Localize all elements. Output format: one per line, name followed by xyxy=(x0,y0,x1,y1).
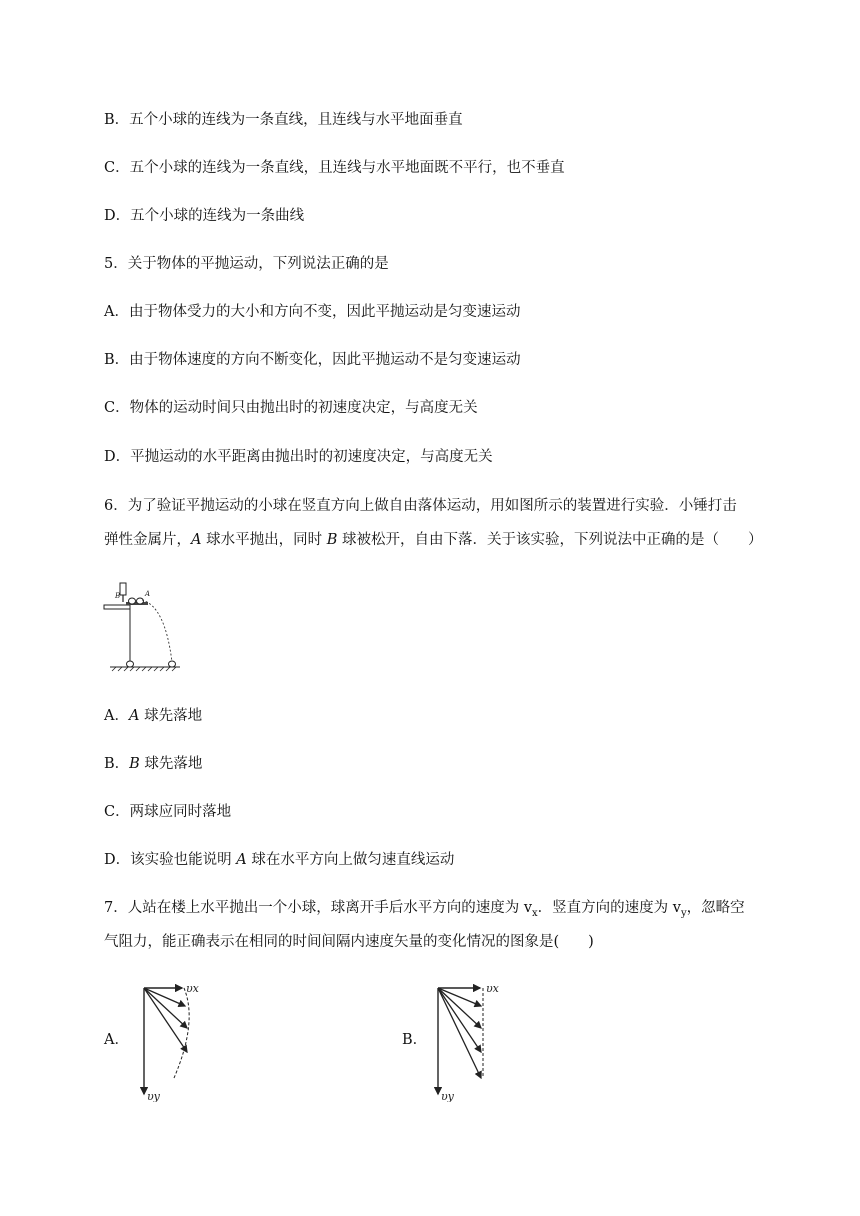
q7-fig-b-vy-label: υy xyxy=(441,1090,454,1102)
q6-option-b-text: 球先落地 xyxy=(139,756,203,772)
q6-option-d-prefix: D．该实验也能说明 xyxy=(104,852,237,868)
q4-option-d: D．五个小球的连线为一条曲线 xyxy=(104,208,305,224)
q6-option-d xyxy=(104,850,454,870)
q7-stem-line1 xyxy=(104,898,745,924)
q6-ball-b: B xyxy=(326,532,338,548)
q6-stem-text: 球被松开，自由下落．关于该实验，下列说法中正确的是（ ） xyxy=(337,532,763,548)
q6-stem-line1: 6．为了验证平抛运动的小球在竖直方向上做自由落体运动，用如图所示的装置进行实验．小锤打击 xyxy=(104,498,737,514)
q6-stem-text: 弹性金属片， xyxy=(104,532,191,548)
q7-figure-b xyxy=(426,982,506,1102)
q5-option-d: D．平抛运动的水平距离由抛出时的初速度决定，与高度无关 xyxy=(104,449,493,465)
q6-option-b xyxy=(104,754,202,774)
q7-option-b-label: B． xyxy=(402,1032,428,1048)
q6-option-a xyxy=(104,706,202,726)
q5-stem: 5．关于物体的平抛运动，下列说法正确的是 xyxy=(104,256,389,272)
q7-stem-text: ．竖直方向的速度为 v xyxy=(537,900,681,916)
q6-ball-a: A xyxy=(191,532,202,548)
q6-stem-text: 球水平抛出，同时 xyxy=(201,532,327,548)
q6-option-a-prefix: A． xyxy=(104,708,129,724)
q6-option-d-text: 球在水平方向上做匀速直线运动 xyxy=(246,852,455,868)
q6-option-a-text: 球先落地 xyxy=(139,708,203,724)
q7-fig-b-vx-label: υx xyxy=(486,982,499,995)
q6-option-b-prefix: B． xyxy=(104,756,130,772)
q7-fig-a-vx-label: υx xyxy=(186,982,199,995)
q6-apparatus-figure xyxy=(100,578,186,672)
q6-option-c: C．两球应同时落地 xyxy=(104,804,232,820)
q5-option-b: B．由于物体速度的方向不断变化，因此平抛运动不是匀变速运动 xyxy=(104,352,521,368)
q7-stem-line2: 气阻力，能正确表示在相同的时间间隔内速度矢量的变化情况的图象是( ) xyxy=(104,934,594,950)
q7-figure-a xyxy=(132,982,212,1102)
q5-option-a: A．由于物体受力的大小和方向不变，因此平抛运动是匀变速运动 xyxy=(104,304,521,320)
q7-stem-text: 7．人站在楼上水平抛出一个小球，球离开手后水平方向的速度为 v xyxy=(104,900,533,916)
q7-sub-x: x xyxy=(532,907,538,919)
q7-stem-text: ，忽略空 xyxy=(686,900,745,916)
q6-fig-label-b: B xyxy=(115,592,121,600)
q6-option-b-ball: B xyxy=(129,756,140,772)
q7-sub-y: y xyxy=(680,907,687,919)
q6-fig-label-a: A xyxy=(145,590,151,598)
q6-stem-line2 xyxy=(104,530,762,550)
q5-option-c: C．物体的运动时间只由抛出时的初速度决定，与高度无关 xyxy=(104,400,478,416)
q6-option-d-ball: A xyxy=(236,852,247,868)
q7-fig-a-vy-label: υy xyxy=(147,1090,160,1102)
q7-option-a-label: A． xyxy=(104,1032,129,1048)
q4-option-c: C．五个小球的连线为一条直线，且连线与水平地面既不平行，也不垂直 xyxy=(104,160,565,176)
q6-option-a-ball: A xyxy=(128,708,140,724)
q4-option-b: B．五个小球的连线为一条直线，且连线与水平地面垂直 xyxy=(104,112,463,128)
